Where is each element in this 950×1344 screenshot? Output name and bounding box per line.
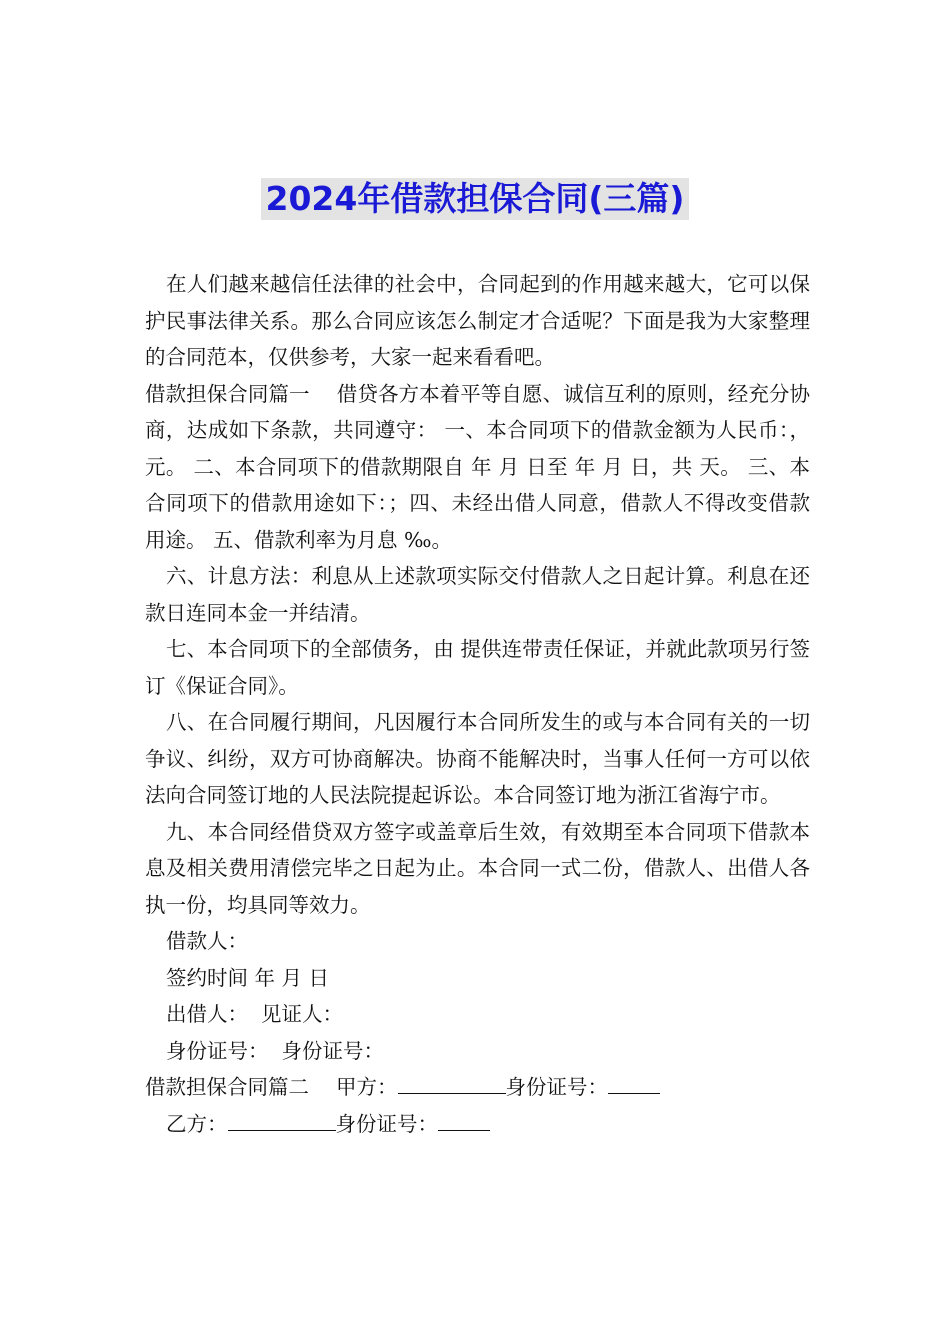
party-b-id-blank[interactable]: [438, 1110, 490, 1131]
party-b-label: 乙方：: [166, 1111, 228, 1136]
document-body: [145, 266, 810, 1142]
section-two-heading: 借款担保合同篇二 甲方：: [145, 1075, 398, 1099]
lender-witness-line: 出借人： 见证人：: [166, 1002, 344, 1026]
clause-six: 六、计息方法：利息从上述款项实际交付借款人之日起计算。利息在还款日连同本金一并结清。: [145, 564, 810, 625]
section-two-party-a-line: [145, 1069, 810, 1106]
borrower-signature-line: 借款人：: [166, 929, 248, 953]
clause-nine: 九、本合同经借贷双方签字或盖章后生效，有效期至本合同项下借款本息及相关费用清偿完毕之日起为止。本合同一式二份，借款人、出借人各执一份，均具同等效力。: [145, 819, 810, 917]
intro-paragraph: 在人们越来越信任法律的社会中，合同起到的作用越来越大，它可以保护民事法律关系。那么合同应该怎么制定才合适呢？下面是我为大家整理的合同范本，仅供参考，大家一起来看看吧。: [145, 272, 810, 369]
party-a-name-blank[interactable]: [398, 1073, 506, 1094]
party-a-id-blank[interactable]: [608, 1073, 660, 1094]
clause-seven: 七、本合同项下的全部债务，由 提供连带责任保证，并就此款项另行签订《保证合同》。: [145, 637, 810, 698]
party-b-id-label: 身份证号：: [335, 1111, 438, 1136]
clause-eight: 八、在合同履行期间，凡因履行本合同所发生的或与本合同有关的一切争议、纠纷，双方可协商解决。协商不能解决时，当事人任何一方可以依法向合同签订地的人民法院提起诉讼。本合同签订地为浙江省海宁市。: [145, 710, 810, 807]
party-b-name-blank[interactable]: [228, 1110, 336, 1131]
section-one-paragraph: 借款担保合同篇一 借贷各方本着平等自愿、诚信互利的原则，经充分协商，达成如下条款，共同遵守： 一、本合同项下的借款金额为人民币：，元。 二、本合同项下的借款期限自 年 月 日至 年 月 日，共 天。 三、本合同项下的借款用途如下：；四、未经出借人同意，借款人不得改变借款用途。 五、借款利率为月息 ‰。: [145, 381, 810, 552]
id-number-line: 身份证号： 身份证号：: [166, 1038, 385, 1063]
document-title: 2024年借款担保合同(三篇): [261, 178, 688, 220]
title-container: [0, 178, 950, 220]
party-a-id-label: 身份证号：: [505, 1075, 609, 1099]
section-two-party-b-line: [145, 1106, 810, 1143]
sign-date-line: 签约时间 年 月 日: [166, 965, 330, 990]
